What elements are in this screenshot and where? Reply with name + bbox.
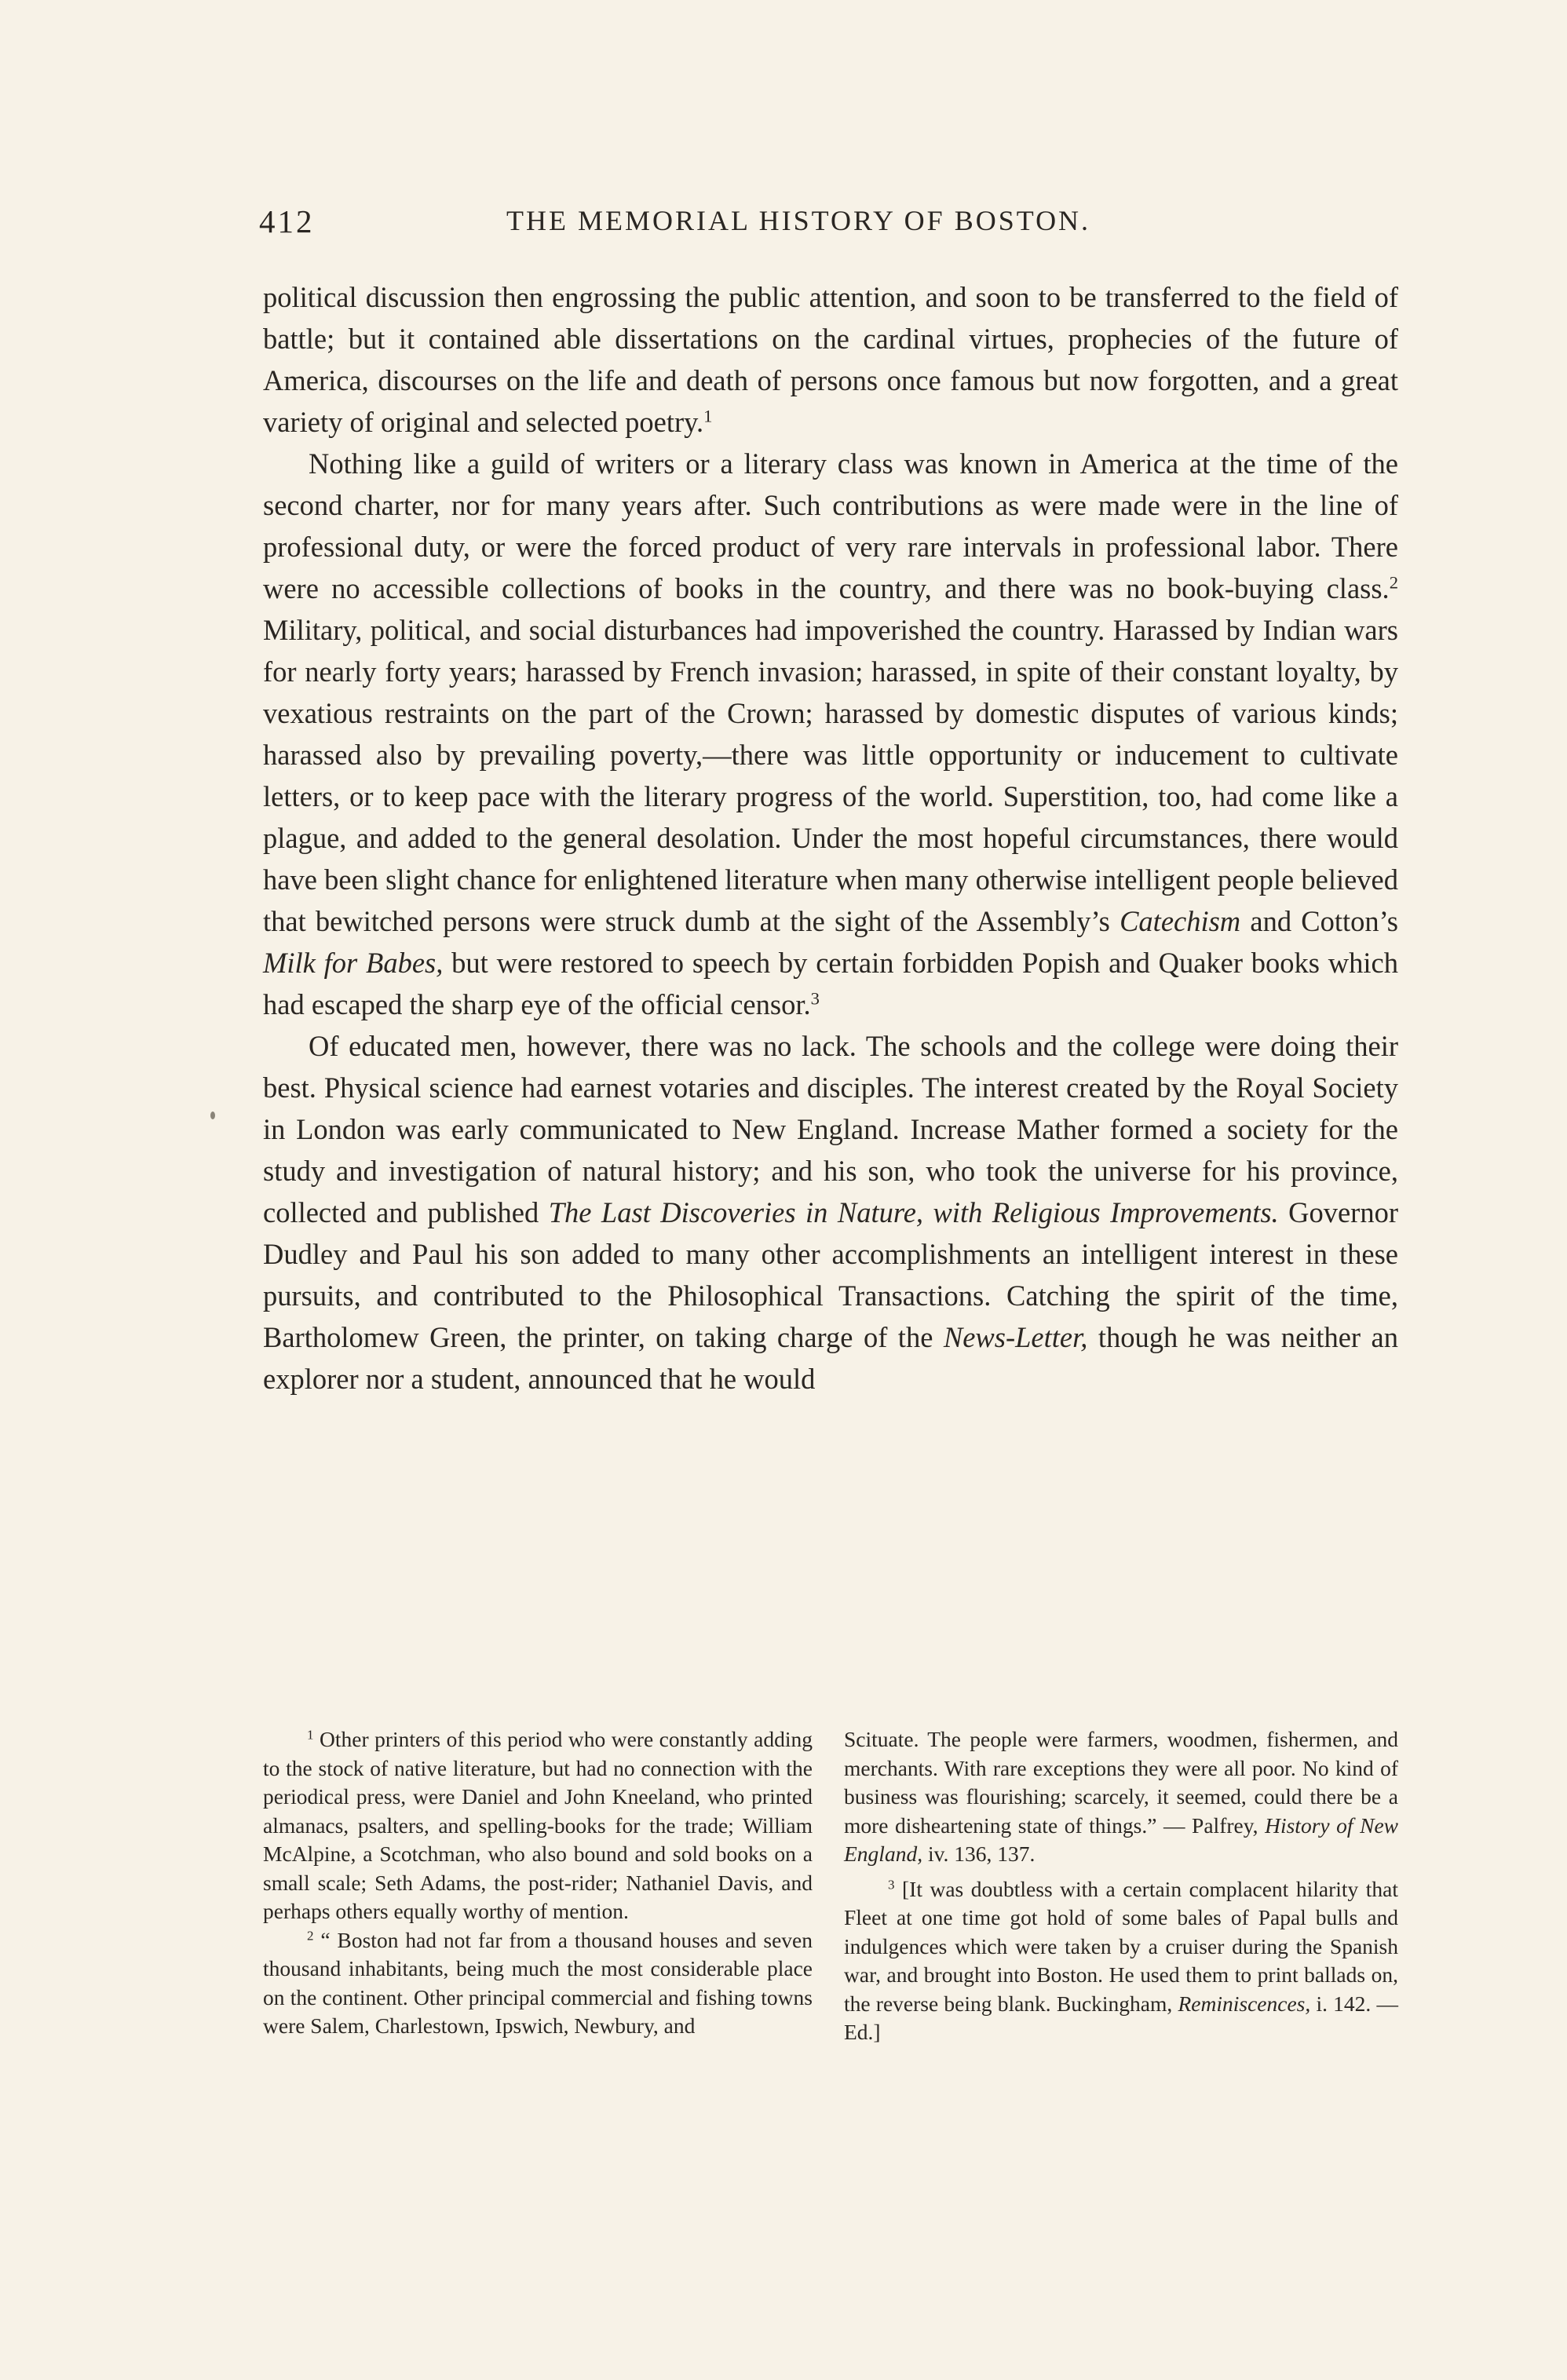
footnote-mark-3: 3 bbox=[888, 1877, 895, 1893]
news-letter-title: News-Letter, bbox=[943, 1321, 1088, 1353]
footnotes bbox=[263, 1725, 1398, 2047]
footnote-3: $^3$ [It was doubtless with a certain complacent hilarity that Fleet at one time got hold of some bales of Papal bulls and indulgences which were taken by a cruiser during the Spanish war, and brought into Boston. He used them to print ballads on, the reverse being blank. Buckingham, Reminiscences, i. 142. — Ed.] bbox=[844, 1876, 1398, 2044]
last-discoveries-title: The Last Discoveries in Nature, with Religious Improvements. bbox=[548, 1196, 1279, 1228]
history-of-new-england-title: History of New England, bbox=[844, 1812, 1398, 1866]
milk-for-babes-title: Milk for Babes, bbox=[263, 947, 444, 979]
editor-mark: Ed.] bbox=[844, 2020, 881, 2044]
paragraph-1: political discussion then engrossing the public attention, and soon to be transferred to the field of battle; but it contained able dissertations on the cardinal virtues, prophecies of the future of America, discourses on the life and death of persons once famous but now forgotten, and a great variety of original and selected poetry.$^1$ bbox=[263, 281, 1398, 438]
footnote-2: $^2$ “ Boston had not far from a thousand houses and seven thousand inhabitants, being much the most considerable place on the continent. Other principal commercial and fishing towns were Salem, Charlestown, Ipswich, Newbury, and bbox=[263, 1927, 813, 2038]
margin-speck bbox=[210, 1112, 215, 1119]
footnote-2-continued: Scituate. The people were farmers, woodmen, fishermen, and merchants. With rare exceptions they were all poor. No kind of business was flourishing; scarcely, it seemed, could there be a more disheartening state of things.” — Palfrey, History of New England, iv. 136, 137. bbox=[844, 1727, 1398, 1866]
footnote-ref-1[interactable]: 1 bbox=[703, 406, 713, 426]
footnote-mark-2: 2 bbox=[307, 1928, 314, 1944]
reminiscences-title: Reminiscences, bbox=[1178, 1991, 1311, 2016]
footnote-1: $^1$ Other printers of this period who were constantly adding to the stock of native literature, but had no connection with the periodical press, were Daniel and John Kneeland, who printed almanacs, psalters, and spelling-books for the trade; William McAlpine, a Scotchman, who also bound and sold books on a small scale; Seth Adams, the post-rider; Nathaniel Davis, and perhaps others equally worthy of mention. bbox=[263, 1727, 813, 1923]
paragraph-3: Of educated men, however, there was no lack. The schools and the college were doing their best. Physical science had earnest votaries and disciples. The interest created by the Royal Society in London was early communicated to New England. Increase Mather formed a society for the study and investigation of natural history; and his son, who took the universe for his province, collected and published The Last Discoveries in Nature, with Religious Improvements. Governor Dudley and Paul his son added to many other accomplishments an intelligent interest in these pursuits, and contributed to the Philosophical Transactions. Catching the spirit of the time, Bartholomew Green, the printer, on taking charge of the News-Letter, though he was neither an explorer nor a student, announced that he would bbox=[263, 1030, 1398, 1395]
footnotes-right-column bbox=[844, 1725, 1398, 2047]
footnotes-left-column bbox=[263, 1725, 813, 2047]
running-title: THE MEMORIAL HISTORY OF BOSTON. bbox=[506, 205, 1091, 236]
footnote-ref-3[interactable]: 3 bbox=[810, 988, 820, 1009]
footnote-mark-1: 1 bbox=[307, 1727, 314, 1743]
page-header bbox=[259, 203, 1399, 250]
footnote-ref-2[interactable]: 2 bbox=[1389, 572, 1398, 593]
catechism-title: Catechism bbox=[1120, 905, 1241, 937]
main-text bbox=[263, 276, 1398, 1400]
paragraph-2: Nothing like a guild of writers or a literary class was known in America at the time of the second charter, nor for many years after. Such contributions as were made were in the line of professional duty, or were the forced product of very rare intervals in professional labor. There were no accessible collections of books in the country, and there was no book-buying class.$^2$ Military, political, and social disturbances had impoverished the country. Harassed by Indian wars for nearly forty years; harassed by French invasion; harassed, in spite of their constant loyalty, by vexatious restraints on the part of the Crown; harassed by domestic disputes of various kinds; harassed also by prevailing poverty,—there was little opportunity or inducement to cultivate letters, or to keep pace with the literary progress of the world. Superstition, too, had come like a plague, and added to the general desolation. Under the most hopeful circumstances, there would have been slight chance for enlightened literature when many otherwise intelligent people believed that bewitched persons were struck dumb at the sight of the Assembly’s Catechism and Cotton’s Milk for Babes, but were restored to speech by certain forbidden Popish and Quaker books which had escaped the sharp eye of the official censor.$^3$ bbox=[263, 447, 1398, 1020]
page-number: 412 bbox=[259, 203, 315, 239]
